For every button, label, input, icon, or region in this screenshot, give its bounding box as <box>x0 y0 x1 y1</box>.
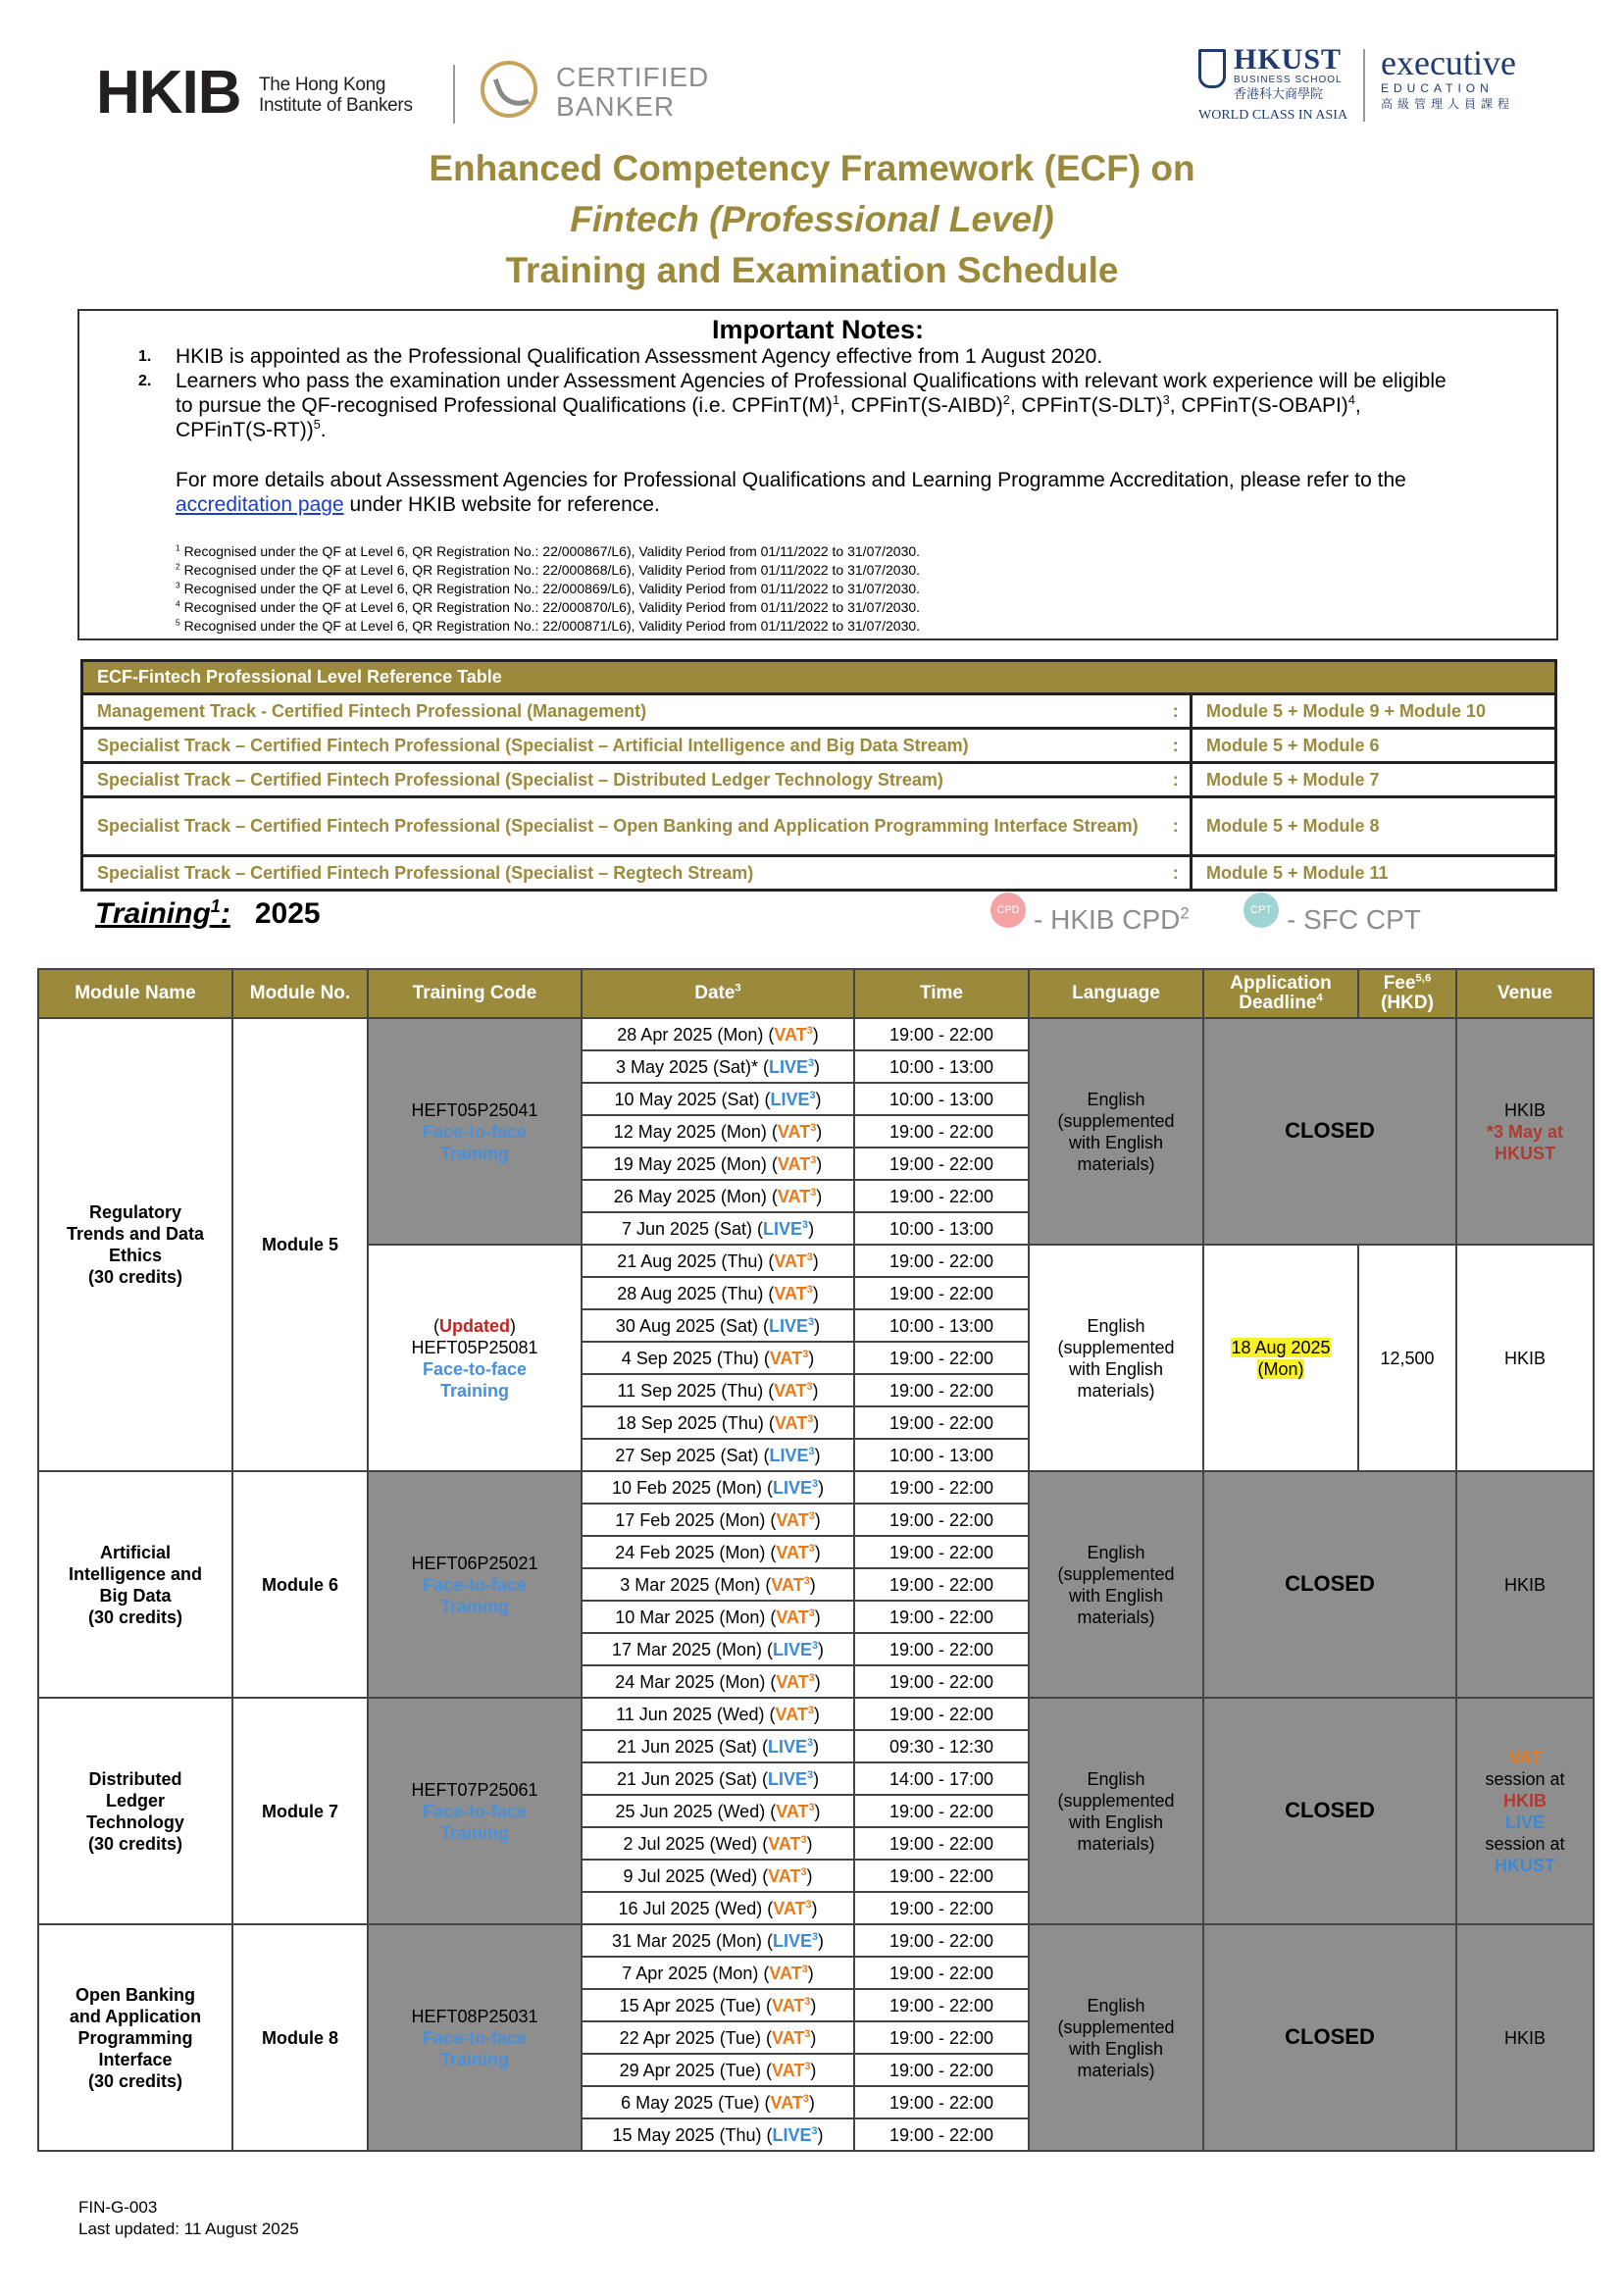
col-date: Date$^3$ <box>582 969 854 1018</box>
session-time: 19:00 - 22:00 <box>854 1795 1029 1827</box>
session-mode: VAT$^3$ <box>774 1412 814 1433</box>
session-mode: VAT$^3$ <box>769 1963 808 1983</box>
session-date: 10 Feb 2025 (Mon) (LIVE$^3$) <box>582 1471 854 1504</box>
session-date: 30 Aug 2025 (Sat) (LIVE$^3$) <box>582 1309 854 1342</box>
session-time: 19:00 - 22:00 <box>854 1568 1029 1601</box>
session-time: 19:00 - 22:00 <box>854 1860 1029 1892</box>
training-code: HEFT06P25021 Face-to-face Training <box>368 1471 582 1698</box>
certified-banker-logo: CERTIFIED BANKER <box>556 62 710 122</box>
language-text: English (supplemented with English materials) <box>1057 1315 1175 1401</box>
session-mode: LIVE$^3$ <box>768 1736 814 1757</box>
session-date: 24 Mar 2025 (Mon) (VAT$^3$) <box>582 1665 854 1698</box>
track-modules: Module 5 + Module 9 + Module 10 <box>1192 694 1556 729</box>
venue: HKIB <box>1456 1245 1594 1471</box>
session-mode: VAT$^3$ <box>777 1153 817 1174</box>
session-mode: VAT$^3$ <box>768 1865 807 1886</box>
session-time: 10:00 - 13:00 <box>854 1050 1029 1083</box>
session-date: 10 Mar 2025 (Mon) (VAT$^3$) <box>582 1601 854 1633</box>
footnote-4: $^4$ Recognised under the QF at Level 6, QR Registration No.: 22/000870/L6), Validity Period from 01/11/2022 to 31/07/2030. <box>176 598 921 615</box>
session-date: 21 Jun 2025 (Sat) (LIVE$^3$) <box>582 1762 854 1795</box>
updated-badge: Updated <box>439 1315 510 1336</box>
notes-heading: Important Notes: <box>712 315 924 344</box>
session-date: 15 Apr 2025 (Tue) (VAT$^3$) <box>582 1989 854 2021</box>
session-mode: VAT$^3$ <box>768 1833 807 1854</box>
session-date: 29 Apr 2025 (Tue) (VAT$^3$) <box>582 2054 854 2086</box>
session-time: 19:00 - 22:00 <box>854 2118 1029 2151</box>
training-format: Face-to-face <box>422 1121 528 1142</box>
table-row: Specialist Track – Certified Fintech Professional (Specialist – Open Banking and Application Programming Interface Stream) : Module 5 + Module 8 <box>82 797 1556 856</box>
language-text: English (supplemented with English materials) <box>1057 1542 1175 1627</box>
col-module-no: Module No. <box>232 969 368 1018</box>
session-time: 19:00 - 22:00 <box>854 1989 1029 2021</box>
session-time: 19:00 - 22:00 <box>854 2054 1029 2086</box>
session-mode: VAT$^3$ <box>776 1607 815 1627</box>
cpd-icon: CPD <box>990 893 1026 928</box>
session-time: 19:00 - 22:00 <box>854 1115 1029 1148</box>
venue: VAT session at HKIB LIVE session at HKUST <box>1456 1698 1594 1924</box>
table-row <box>38 1018 1594 1050</box>
cpd-legend: - HKIB CPD$^2$ <box>1034 903 1190 935</box>
track-name: Management Track - Certified Fintech Professional (Management) <box>82 694 1162 729</box>
deadline-closed: CLOSED <box>1285 1571 1375 1596</box>
session-mode: VAT$^3$ <box>774 1024 813 1045</box>
cpt-icon: CPT <box>1243 893 1279 928</box>
session-date: 4 Sep 2025 (Thu) (VAT$^3$) <box>582 1342 854 1374</box>
session-time: 19:00 - 22:00 <box>854 1342 1029 1374</box>
deadline-closed: CLOSED <box>1285 1798 1375 1822</box>
training-format: Face-to-face <box>422 1358 528 1379</box>
language <box>1029 1924 1203 2151</box>
table-row: Specialist Track – Certified Fintech Professional (Specialist – Regtech Stream) : Module 5 + Module 11 <box>82 856 1556 891</box>
session-date: 21 Aug 2025 (Thu) (VAT$^3$) <box>582 1245 854 1277</box>
training-format: Face-to-face <box>422 1801 528 1821</box>
language-text: English (supplemented with English materials) <box>1057 1768 1175 1854</box>
reference-table <box>80 659 1557 892</box>
session-date: 25 Jun 2025 (Wed) (VAT$^3$) <box>582 1795 854 1827</box>
document-code: FIN-G-003 <box>78 2198 158 2217</box>
module-number: Module 5 <box>232 1018 368 1471</box>
session-time: 19:00 - 22:00 <box>854 2021 1029 2054</box>
module-number: Module 7 <box>232 1698 368 1924</box>
module-number: Module 8 <box>232 1924 368 2151</box>
session-mode: VAT$^3$ <box>771 1574 810 1595</box>
session-mode: VAT$^3$ <box>772 2027 811 2048</box>
venue: HKIB *3 May at HKUST <box>1456 1018 1594 1245</box>
session-date: 17 Feb 2025 (Mon) (VAT$^3$) <box>582 1504 854 1536</box>
footnote-5: $^5$ Recognised under the QF at Level 6, QR Registration No.: 22/000871/L6), Validity Period from 01/11/2022 to 31/07/2030. <box>176 617 921 634</box>
language-text: English (supplemented with English materials) <box>1057 1995 1175 2080</box>
session-mode: LIVE$^3$ <box>768 1768 814 1789</box>
session-time: 19:00 - 22:00 <box>854 1471 1029 1504</box>
session-time: 19:00 - 22:00 <box>854 2086 1029 2118</box>
track-name: Specialist Track – Certified Fintech Professional (Specialist – Open Banking and Application Programming Interface Stream) <box>82 797 1162 856</box>
session-date: 17 Mar 2025 (Mon) (LIVE$^3$) <box>582 1633 854 1665</box>
session-mode: LIVE$^3$ <box>769 1445 815 1465</box>
session-mode: LIVE$^3$ <box>763 1218 809 1239</box>
track-modules: Module 5 + Module 7 <box>1192 763 1556 797</box>
session-mode: LIVE$^3$ <box>773 1639 819 1659</box>
session-mode: LIVE$^3$ <box>769 1056 815 1077</box>
col-fee: Fee$^{5,6}$ (HKD) <box>1358 969 1456 1018</box>
table-row: Management Track - Certified Fintech Professional (Management) : Module 5 + Module 9 + Module 10 <box>82 694 1556 729</box>
session-date: 31 Mar 2025 (Mon) (LIVE$^3$) <box>582 1924 854 1957</box>
session-date: 3 May 2025 (Sat)* (LIVE$^3$) <box>582 1050 854 1083</box>
session-date: 22 Apr 2025 (Tue) (VAT$^3$) <box>582 2021 854 2054</box>
col-module-name: Module Name <box>38 969 232 1018</box>
training-code: HEFT08P25031 Face-to-face Training <box>368 1924 582 2151</box>
session-time: 19:00 - 22:00 <box>854 1245 1029 1277</box>
session-date: 18 Sep 2025 (Thu) (VAT$^3$) <box>582 1406 854 1439</box>
cpt-legend: - SFC CPT <box>1287 904 1421 935</box>
application-deadline <box>1203 1018 1456 1245</box>
session-mode: LIVE$^3$ <box>773 1930 819 1951</box>
session-mode: VAT$^3$ <box>773 1898 812 1918</box>
session-date: 26 May 2025 (Mon) (VAT$^3$) <box>582 1180 854 1212</box>
session-date: 7 Jun 2025 (Sat) (LIVE$^3$) <box>582 1212 854 1245</box>
training-code: HEFT05P25041 Face-to-face Training <box>368 1018 582 1245</box>
session-date: 12 May 2025 (Mon) (VAT$^3$) <box>582 1115 854 1148</box>
session-mode: VAT$^3$ <box>776 1509 815 1530</box>
training-code: (Updated) HEFT05P25081 Face-to-face Training <box>368 1245 582 1471</box>
important-notes-box <box>77 309 1558 640</box>
session-time: 10:00 - 13:00 <box>854 1309 1029 1342</box>
session-time: 19:00 - 22:00 <box>854 1633 1029 1665</box>
track-modules: Module 5 + Module 8 <box>1192 797 1556 856</box>
session-mode: VAT$^3$ <box>769 1348 809 1368</box>
session-date: 10 May 2025 (Sat) (LIVE$^3$) <box>582 1083 854 1115</box>
track-modules: Module 5 + Module 6 <box>1192 729 1556 763</box>
session-date: 11 Sep 2025 (Thu) (VAT$^3$) <box>582 1374 854 1406</box>
session-date: 24 Feb 2025 (Mon) (VAT$^3$) <box>582 1536 854 1568</box>
training-code: HEFT07P25061 Face-to-face Training <box>368 1698 582 1924</box>
accreditation-page-link[interactable]: accreditation page <box>176 493 344 516</box>
training-heading: Training$^1$: 2025 <box>95 896 321 930</box>
logo-divider <box>1363 49 1365 122</box>
module-name: Regulatory Trends and Data Ethics (30 credits) <box>38 1018 232 1471</box>
session-mode: VAT$^3$ <box>774 1250 813 1271</box>
language <box>1029 1245 1203 1471</box>
executive-education-logo: executive EDUCATION 高級管理人員課程 <box>1381 43 1516 111</box>
training-format: Face-to-face <box>422 2027 528 2048</box>
hkust-logo: HKUST BUSINESS SCHOOL 香港科大商學院 <box>1234 43 1343 101</box>
note-2: Learners who pass the examination under Assessment Agencies of Professional Qualifications with relevant work experience will be eligible to pursue the QF-recognised Professional Qualifications (i.e. $CPFinT(M)^1$, CPFinT(S-AIBD)$^2$, $CPFinT(S-DLT)^3$, CPFinT(S-OBAPI)$^4$, CPFinT(S-RT))$^5$. <box>176 370 1446 441</box>
table-row <box>38 1471 1594 1504</box>
logo-divider <box>453 65 455 124</box>
session-mode: VAT$^3$ <box>770 2092 809 2113</box>
table-row <box>38 1698 1594 1730</box>
language <box>1029 1698 1203 1924</box>
footnote-3: $^3$ Recognised under the QF at Level 6, QR Registration No.: 22/000869/L6), Validity Period from 01/11/2022 to 31/07/2030. <box>176 580 921 596</box>
language-text: English (supplemented with English materials) <box>1057 1089 1175 1174</box>
track-modules: Module 5 + Module 11 <box>1192 856 1556 891</box>
session-mode: VAT$^3$ <box>772 2060 811 2080</box>
table-row: Specialist Track – Certified Fintech Professional (Specialist – Distributed Ledger Technology Stream) : Module 5 + Module 7 <box>82 763 1556 797</box>
session-time: 10:00 - 13:00 <box>854 1083 1029 1115</box>
fee: 12,500 <box>1358 1245 1456 1471</box>
session-mode: VAT$^3$ <box>776 1671 815 1692</box>
training-year: 2025 <box>254 897 321 930</box>
session-mode: VAT$^3$ <box>776 1801 815 1821</box>
table-row <box>38 1924 1594 1957</box>
hkust-shield-icon <box>1198 49 1226 88</box>
schedule-table <box>37 968 1595 2152</box>
session-time: 19:00 - 22:00 <box>854 1018 1029 1050</box>
session-mode: LIVE$^3$ <box>772 2124 818 2145</box>
deadline-closed: CLOSED <box>1285 2024 1375 2049</box>
session-mode: VAT$^3$ <box>777 1186 817 1206</box>
page-title-line2: Fintech (Professional Level) <box>570 199 1054 239</box>
page-title-line3: Training and Examination Schedule <box>505 250 1119 290</box>
hkib-name: The Hong Kong Institute of Bankers <box>259 75 413 116</box>
note-number: 2. <box>138 373 152 389</box>
session-date: 9 Jul 2025 (Wed) (VAT$^3$) <box>582 1860 854 1892</box>
session-time: 10:00 - 13:00 <box>854 1212 1029 1245</box>
session-time: 09:30 - 12:30 <box>854 1730 1029 1762</box>
application-deadline <box>1203 1698 1456 1924</box>
note-1: HKIB is appointed as the Professional Qualification Assessment Agency effective from 1 August 2020. <box>176 345 1103 368</box>
session-mode: VAT$^3$ <box>777 1121 817 1142</box>
session-time: 19:00 - 22:00 <box>854 1406 1029 1439</box>
session-mode: VAT$^3$ <box>774 1283 813 1303</box>
session-date: 16 Jul 2025 (Wed) (VAT$^3$) <box>582 1892 854 1924</box>
session-mode: VAT$^3$ <box>774 1380 813 1401</box>
session-time: 19:00 - 22:00 <box>854 1698 1029 1730</box>
footnote-2: $^2$ Recognised under the QF at Level 6, QR Registration No.: 22/000868/L6), Validity Period from 01/11/2022 to 31/07/2030. <box>176 561 921 578</box>
footnote-1: $^1$ Recognised under the QF at Level 6, QR Registration No.: 22/000867/L6), Validity Period from 01/11/2022 to 31/07/2030. <box>176 542 921 559</box>
session-time: 19:00 - 22:00 <box>854 1601 1029 1633</box>
track-name: Specialist Track – Certified Fintech Professional (Specialist – Regtech Stream) <box>82 856 1162 891</box>
session-date: 15 May 2025 (Thu) (LIVE$^3$) <box>582 2118 854 2151</box>
document-footer <box>78 2197 299 2240</box>
venue: HKIB <box>1456 1924 1594 2151</box>
language <box>1029 1018 1203 1245</box>
session-date: 6 May 2025 (Tue) (VAT$^3$) <box>582 2086 854 2118</box>
session-date: 19 May 2025 (Mon) (VAT$^3$) <box>582 1148 854 1180</box>
col-time: Time <box>854 969 1029 1018</box>
note-number: 1. <box>138 348 152 365</box>
language <box>1029 1471 1203 1698</box>
col-training-code: Training Code <box>368 969 582 1018</box>
page-title-line1: Enhanced Competency Framework (ECF) on <box>429 148 1195 188</box>
application-deadline <box>1203 1471 1456 1698</box>
session-mode: LIVE$^3$ <box>773 1477 819 1498</box>
session-time: 19:00 - 22:00 <box>854 1277 1029 1309</box>
deadline-closed: CLOSED <box>1285 1118 1375 1143</box>
session-time: 14:00 - 17:00 <box>854 1762 1029 1795</box>
session-date: 2 Jul 2025 (Wed) (VAT$^3$) <box>582 1827 854 1860</box>
venue: HKIB <box>1456 1471 1594 1698</box>
hkust-tagline: WORLD CLASS IN ASIA <box>1198 108 1348 123</box>
session-mode: LIVE$^3$ <box>770 1089 816 1109</box>
application-deadline <box>1203 1924 1456 2151</box>
session-date: 28 Aug 2025 (Thu) (VAT$^3$) <box>582 1277 854 1309</box>
col-language: Language <box>1029 969 1203 1018</box>
session-time: 19:00 - 22:00 <box>854 1957 1029 1989</box>
session-time: 19:00 - 22:00 <box>854 1665 1029 1698</box>
application-deadline: 18 Aug 2025 (Mon) <box>1203 1245 1358 1471</box>
session-time: 10:00 - 13:00 <box>854 1439 1029 1471</box>
col-venue: Venue <box>1456 969 1594 1018</box>
last-updated: Last updated: 11 August 2025 <box>78 2219 299 2238</box>
session-date: 3 Mar 2025 (Mon) (VAT$^3$) <box>582 1568 854 1601</box>
session-date: 7 Apr 2025 (Mon) (VAT$^3$) <box>582 1957 854 1989</box>
module-name: Open Banking and Application Programming Interface (30 credits) <box>38 1924 232 2151</box>
table-header-row <box>38 969 1594 1018</box>
col-deadline: Application Deadline$^4$ <box>1203 969 1358 1018</box>
module-number: Module 6 <box>232 1471 368 1698</box>
session-time: 19:00 - 22:00 <box>854 1374 1029 1406</box>
session-date: 27 Sep 2025 (Sat) (LIVE$^3$) <box>582 1439 854 1471</box>
module-name: Distributed Ledger Technology (30 credits) <box>38 1698 232 1924</box>
session-date: 11 Jun 2025 (Wed) (VAT$^3$) <box>582 1698 854 1730</box>
session-time: 19:00 - 22:00 <box>854 1504 1029 1536</box>
session-mode: VAT$^3$ <box>772 1995 811 2015</box>
hkib-logo: HKIB <box>96 59 241 127</box>
session-date: 21 Jun 2025 (Sat) (LIVE$^3$) <box>582 1730 854 1762</box>
training-format: Face-to-face <box>422 1574 528 1595</box>
track-name: Specialist Track – Certified Fintech Professional (Specialist – Distributed Ledger Technology Stream) <box>82 763 1162 797</box>
track-name: Specialist Track – Certified Fintech Professional (Specialist – Artificial Intelligence and Big Data Stream) <box>82 729 1162 763</box>
session-time: 19:00 - 22:00 <box>854 1536 1029 1568</box>
session-time: 19:00 - 22:00 <box>854 1924 1029 1957</box>
certified-banker-emblem-icon <box>481 61 537 118</box>
reference-table-heading: ECF-Fintech Professional Level Reference Table <box>82 661 1556 694</box>
note-more-details: For more details about Assessment Agencies for Professional Qualifications and Learning Programme Accreditation, please refer to the accreditation page under HKIB website for reference. <box>176 469 1406 516</box>
session-time: 19:00 - 22:00 <box>854 1180 1029 1212</box>
table-row: Specialist Track – Certified Fintech Professional (Specialist – Artificial Intelligence and Big Data Stream) : Module 5 + Module 6 <box>82 729 1556 763</box>
module-name: Artificial Intelligence and Big Data (30 credits) <box>38 1471 232 1698</box>
session-time: 19:00 - 22:00 <box>854 1827 1029 1860</box>
session-time: 19:00 - 22:00 <box>854 1148 1029 1180</box>
session-mode: LIVE$^3$ <box>769 1315 815 1336</box>
session-mode: VAT$^3$ <box>776 1542 815 1562</box>
session-time: 19:00 - 22:00 <box>854 1892 1029 1924</box>
session-mode: VAT$^3$ <box>775 1704 814 1724</box>
session-date: 28 Apr 2025 (Mon) (VAT$^3$) <box>582 1018 854 1050</box>
